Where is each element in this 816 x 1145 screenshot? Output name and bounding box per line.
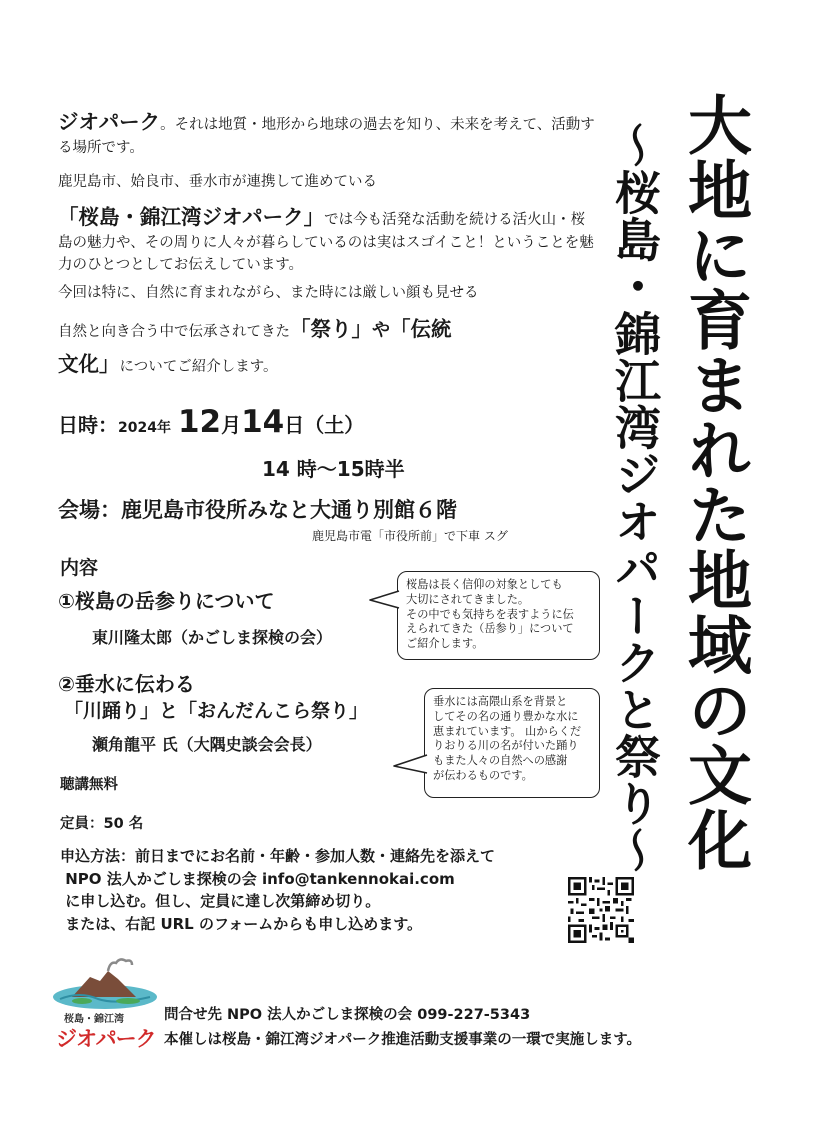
item-2-callout — [424, 688, 600, 798]
apply-line: に申し込む。但し、定員に達し次第締め切り。 — [60, 892, 381, 910]
event-time: 14 時～15時半 — [262, 457, 405, 481]
item-2-title-2: 「川踊り」と「おんだんこら祭り」 — [64, 700, 369, 722]
date-year-unit: 年 — [156, 420, 171, 436]
intro-line-3 — [58, 202, 598, 276]
sponsor-note: 本催しは桜島・錦江湾ジオパーク推進活動支援事業の一環で実施します。 — [164, 1032, 642, 1048]
intro-line-4: 今回は特に、自然に育まれながら、また時には厳しい顔も見せる — [58, 285, 479, 301]
callout-1-line: 大切にされてきました。 — [406, 592, 530, 606]
contact-info: 問合せ先 NPO 法人かごしま探検の会 099-227-5343 — [164, 1007, 531, 1023]
callout-2-line: 垂水には高隈山系を背景と — [433, 695, 568, 708]
item-1-title: ①桜島の岳参りについて — [58, 589, 275, 613]
date-weekday: （土） — [304, 413, 365, 437]
callout-1-line: ご紹介します。 — [406, 637, 484, 651]
callout-1-line: 桜島は長く信仰の対象としても — [406, 578, 563, 591]
sub-title: ～桜島・錦江湾ジオパークと祭り～ — [608, 122, 662, 874]
date-day-unit: 日 — [284, 413, 305, 437]
callout-2-line: してその名の通り豊かな水に — [433, 709, 579, 723]
dento-label: 「伝統 — [390, 317, 452, 341]
date-month-unit: 月 — [221, 413, 242, 437]
lead-geopark: ジオパーク — [58, 110, 161, 134]
logo-big-text: ジオパーク — [56, 1027, 156, 1051]
callout-1-tail — [368, 588, 400, 612]
venue-access-note: 鹿児島市電「市役所前」で下車 スグ — [312, 529, 508, 543]
callout-2-line: 恵まれています。 山からくだ — [433, 724, 582, 738]
callout-2-line: りおりる川の名が付いた踊り — [433, 739, 579, 753]
line6-rest: についてご紹介します。 — [119, 358, 278, 375]
apply-line: NPO 法人かごしま探検の会 info@tankennokai.com — [60, 869, 455, 888]
item-1-speaker: 東川隆太郎（かごしま探検の会） — [92, 628, 333, 647]
callout-2-line: が伝わるものです。 — [433, 768, 533, 782]
item-1-callout — [397, 571, 600, 660]
intro-line-2: 鹿児島市、姶良市、垂水市が連携して進めている — [58, 174, 377, 190]
date-label: 日時： — [58, 413, 118, 437]
lead-rest: 。それは地質・地形から地球の過去を知り、未来を考えて、活動する場所です。 — [58, 117, 595, 156]
date-day: 14 — [241, 404, 285, 440]
item-2-title: ②垂水に伝わる — [58, 672, 195, 696]
intro-line-1 — [58, 108, 598, 159]
apply-line: または、右記 URL のフォームからも申し込めます。 — [60, 914, 423, 933]
callout-1-line: えられてきた（岳参り」について — [406, 622, 574, 636]
logo-small-text: 桜島・錦江湾 — [64, 1014, 124, 1025]
venue: 会場：鹿児島市役所みなと大通り別館６階 — [58, 498, 457, 522]
callout-1-line: その中でも気持ちを表すように伝 — [406, 607, 574, 621]
callout-2-tail — [392, 752, 428, 776]
item-2-speaker: 瀬角龍平 氏（大隅史談会会長） — [92, 735, 322, 754]
apply-line: 申込方法：前日までにお名前・年齢・参加人数・連絡先を添えて — [60, 847, 496, 865]
admission-fee: 聴講無料 — [60, 777, 118, 793]
content-heading: 内容 — [60, 557, 99, 579]
application-info — [60, 845, 495, 935]
main-title: 大地に育まれた地域の文化 — [677, 92, 751, 872]
line5-pre: 自然と向き合う中で伝承されてきた — [58, 324, 290, 340]
callout-2-line: もまた人々の自然への感謝 — [433, 754, 568, 768]
bunka-label: 文化」 — [58, 351, 120, 376]
qr-code[interactable] — [568, 877, 634, 943]
capacity: 定員：50 名 — [60, 816, 144, 832]
park-rest: では今も活発な活動を続ける活火山・桜島の魅力や、その周りに人々が暮らしているのは実はスゴイこと！ということを魅力のひとつとしてお伝えしています。 — [58, 212, 594, 273]
intro-line-5 — [58, 312, 598, 382]
date-year: 2024 — [118, 420, 157, 436]
matsuri-label: 「祭り」 — [290, 317, 372, 341]
event-date — [58, 404, 364, 440]
date-month: 12 — [177, 404, 222, 440]
park-name: 「桜島・錦江湾ジオパーク」 — [58, 205, 325, 229]
ya-label: や — [372, 320, 390, 341]
